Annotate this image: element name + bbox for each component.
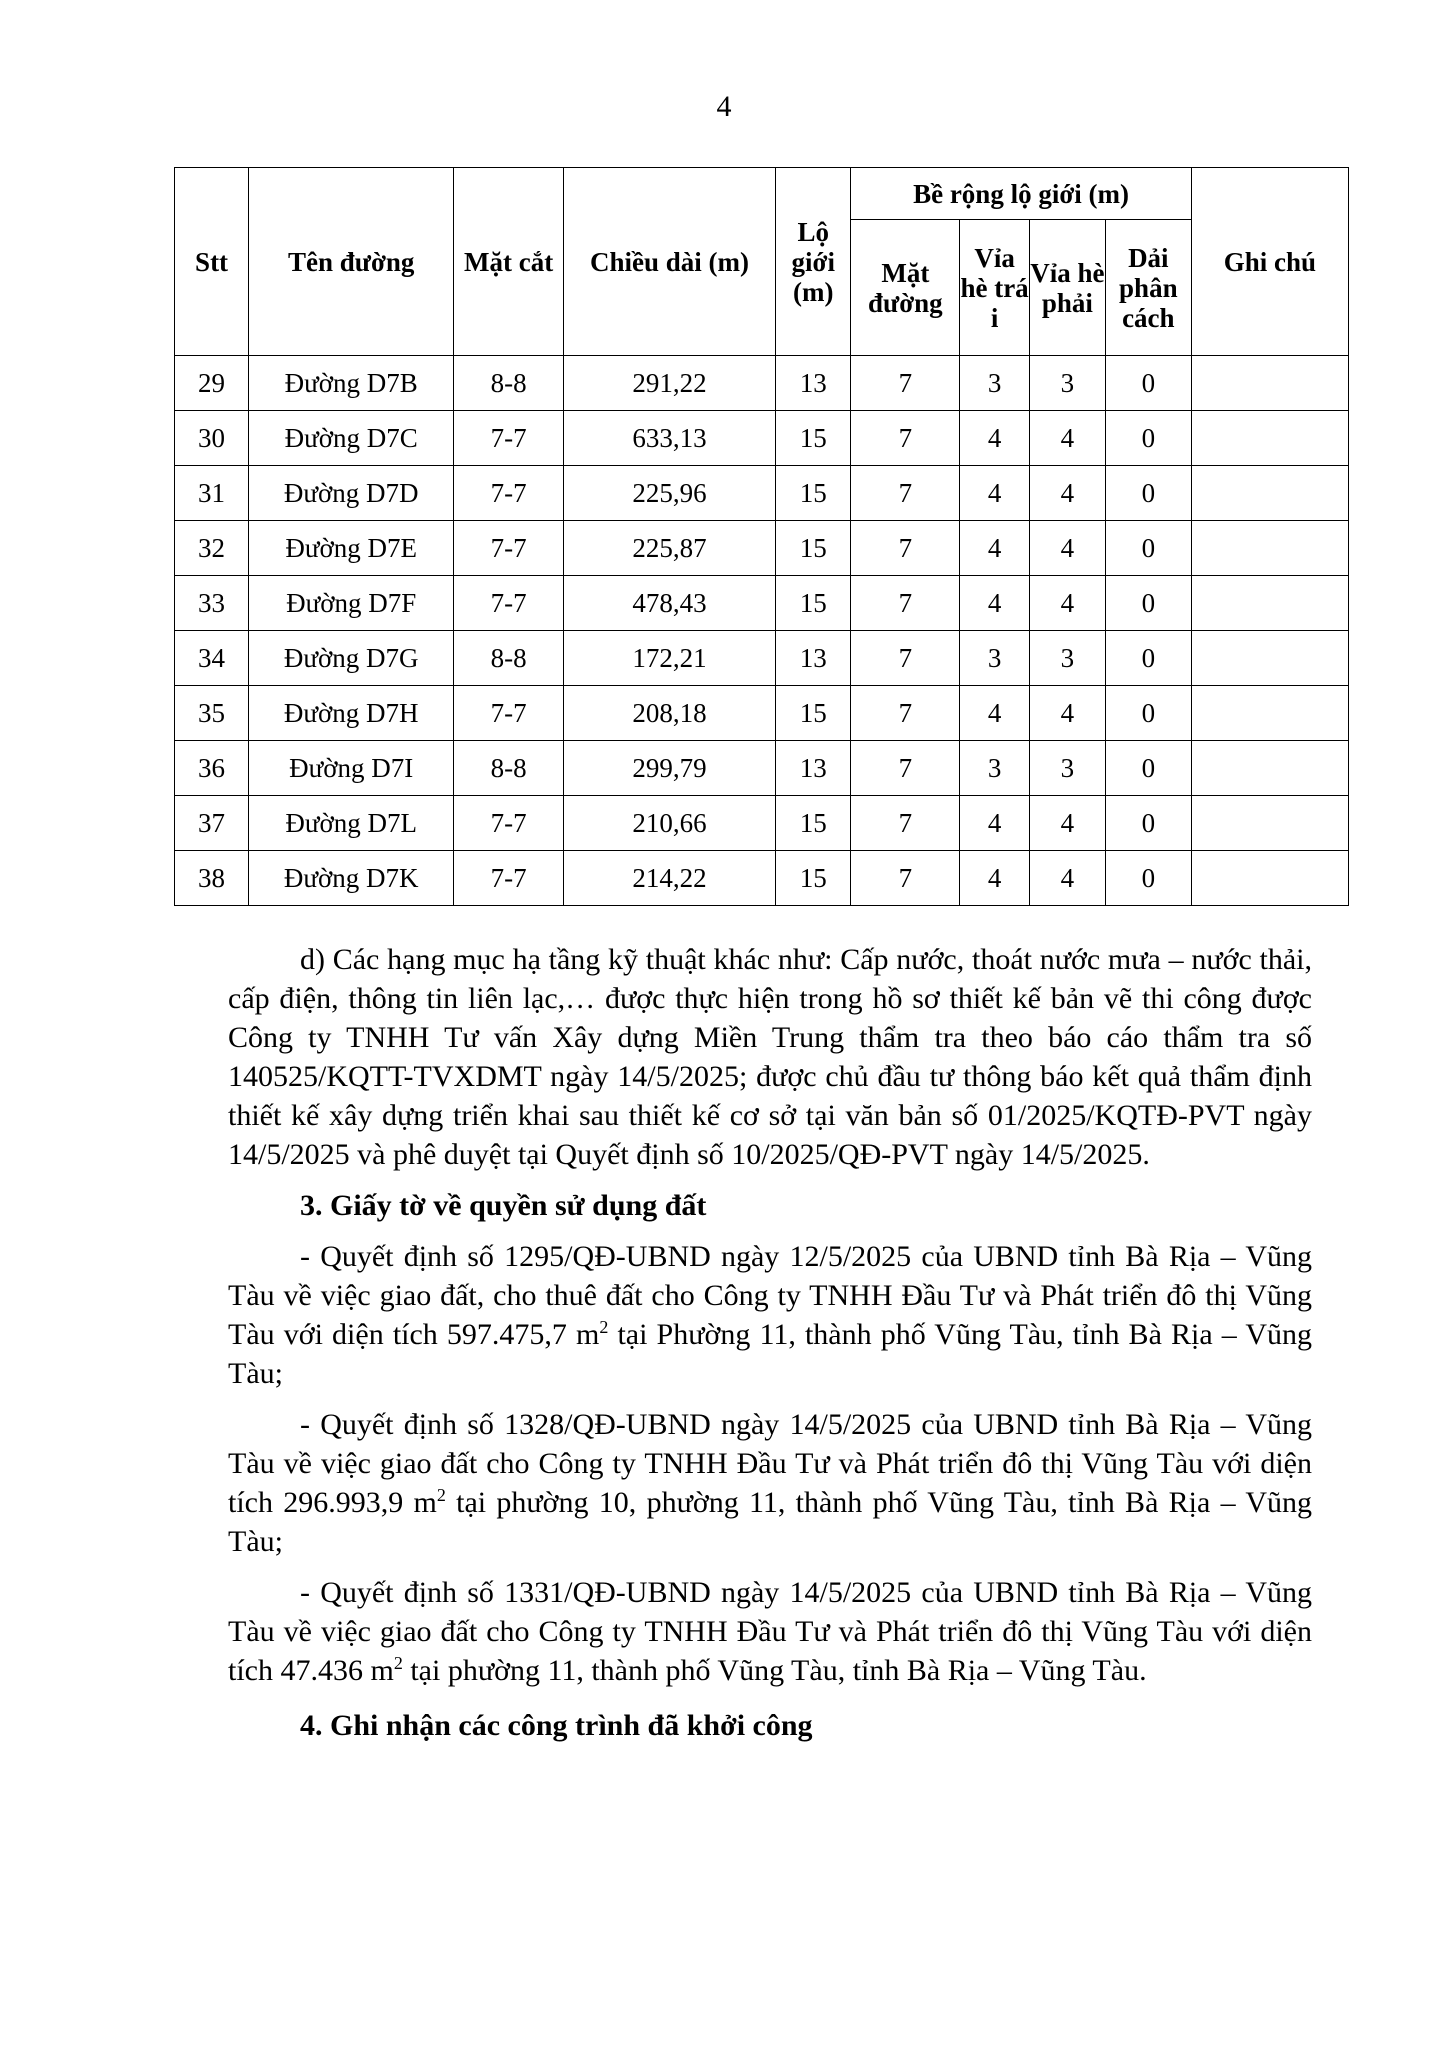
cell-mat-duong: 7	[851, 741, 960, 796]
cell-stt: 37	[175, 796, 249, 851]
cell-via-he-phai: 4	[1029, 411, 1105, 466]
cell-ghi-chu	[1191, 686, 1348, 741]
cell-ten-duong: Đường D7C	[249, 411, 454, 466]
header-lo-gioi: Lộ giới (m)	[776, 168, 851, 356]
cell-ghi-chu	[1191, 576, 1348, 631]
road-table	[174, 167, 1349, 906]
cell-lo-gioi: 15	[776, 851, 851, 906]
cell-via-he-trai: 4	[960, 466, 1030, 521]
cell-ghi-chu	[1191, 796, 1348, 851]
cell-ghi-chu	[1191, 466, 1348, 521]
table-row	[175, 521, 1349, 576]
decision-tail: tại phường 10, phường 11, thành phố Vũng Tàu, tỉnh Bà Rịa – Vũng Tàu;	[228, 1486, 1312, 1558]
cell-stt: 32	[175, 521, 249, 576]
cell-ghi-chu	[1191, 631, 1348, 686]
cell-via-he-trai: 3	[960, 741, 1030, 796]
table-body	[175, 356, 1349, 906]
cell-stt: 36	[175, 741, 249, 796]
cell-ghi-chu	[1191, 851, 1348, 906]
cell-stt: 35	[175, 686, 249, 741]
cell-mat-cat: 7-7	[454, 521, 564, 576]
cell-chieu-dai: 225,87	[563, 521, 775, 576]
cell-dai-phan-cach: 0	[1105, 686, 1191, 741]
page-number: 4	[716, 90, 732, 123]
superscript: 2	[393, 1653, 403, 1673]
cell-via-he-trai: 4	[960, 576, 1030, 631]
table-row	[175, 356, 1349, 411]
cell-via-he-phai: 3	[1029, 631, 1105, 686]
cell-mat-duong: 7	[851, 466, 960, 521]
cell-ten-duong: Đường D7E	[249, 521, 454, 576]
cell-ten-duong: Đường D7F	[249, 576, 454, 631]
body-text	[228, 940, 1312, 1745]
cell-chieu-dai: 214,22	[563, 851, 775, 906]
cell-chieu-dai: 291,22	[563, 356, 775, 411]
cell-lo-gioi: 15	[776, 796, 851, 851]
cell-dai-phan-cach: 0	[1105, 631, 1191, 686]
cell-mat-cat: 8-8	[454, 356, 564, 411]
cell-lo-gioi: 15	[776, 466, 851, 521]
cell-mat-cat: 8-8	[454, 741, 564, 796]
decision-text: - Quyết định số 1328/QĐ-UBND ngày 14/5/2025 của UBND tỉnh Bà Rịa – Vũng Tàu về việc giao đất cho Công ty TNHH Đầu Tư và Phát triển đô thị Vũng Tàu với diện tích 296.993,9 m	[228, 1408, 1312, 1519]
cell-dai-phan-cach: 0	[1105, 521, 1191, 576]
cell-ten-duong: Đường D7G	[249, 631, 454, 686]
cell-chieu-dai: 478,43	[563, 576, 775, 631]
cell-lo-gioi: 13	[776, 356, 851, 411]
header-via-he-phai: Vỉa hè phải	[1029, 220, 1105, 356]
cell-stt: 31	[175, 466, 249, 521]
decision-1331	[228, 1573, 1312, 1690]
cell-dai-phan-cach: 0	[1105, 411, 1191, 466]
cell-lo-gioi: 15	[776, 576, 851, 631]
cell-ghi-chu	[1191, 741, 1348, 796]
table-row	[175, 851, 1349, 906]
cell-mat-duong: 7	[851, 411, 960, 466]
cell-mat-duong: 7	[851, 796, 960, 851]
cell-via-he-trai: 3	[960, 631, 1030, 686]
cell-lo-gioi: 15	[776, 521, 851, 576]
heading-4: 4. Ghi nhận các công trình đã khởi công	[300, 1709, 813, 1742]
cell-lo-gioi: 13	[776, 631, 851, 686]
cell-chieu-dai: 210,66	[563, 796, 775, 851]
superscript: 2	[436, 1485, 446, 1505]
table-row	[175, 741, 1349, 796]
superscript: 2	[599, 1317, 609, 1337]
cell-dai-phan-cach: 0	[1105, 576, 1191, 631]
cell-stt: 34	[175, 631, 249, 686]
cell-ten-duong: Đường D7B	[249, 356, 454, 411]
table-row	[175, 796, 1349, 851]
cell-dai-phan-cach: 0	[1105, 356, 1191, 411]
cell-via-he-trai: 4	[960, 686, 1030, 741]
header-ten-duong: Tên đường	[249, 168, 454, 356]
cell-via-he-phai: 4	[1029, 796, 1105, 851]
cell-mat-cat: 8-8	[454, 631, 564, 686]
cell-chieu-dai: 208,18	[563, 686, 775, 741]
cell-mat-duong: 7	[851, 356, 960, 411]
table-row	[175, 631, 1349, 686]
cell-via-he-trai: 4	[960, 851, 1030, 906]
decision-1295	[228, 1237, 1312, 1393]
cell-ten-duong: Đường D7D	[249, 466, 454, 521]
cell-via-he-phai: 4	[1029, 521, 1105, 576]
cell-ghi-chu	[1191, 521, 1348, 576]
heading-3: 3. Giấy tờ về quyền sử dụng đất	[300, 1189, 707, 1222]
cell-ten-duong: Đường D7L	[249, 796, 454, 851]
header-via-he-trai: Vỉa hè trá i	[960, 220, 1030, 356]
cell-dai-phan-cach: 0	[1105, 851, 1191, 906]
cell-stt: 30	[175, 411, 249, 466]
cell-chieu-dai: 225,96	[563, 466, 775, 521]
cell-lo-gioi: 15	[776, 686, 851, 741]
cell-mat-cat: 7-7	[454, 796, 564, 851]
header-mat-duong: Mặt đường	[851, 220, 960, 356]
cell-mat-cat: 7-7	[454, 466, 564, 521]
cell-mat-duong: 7	[851, 631, 960, 686]
cell-mat-duong: 7	[851, 576, 960, 631]
header-chieu-dai: Chiều dài (m)	[563, 168, 775, 356]
cell-ten-duong: Đường D7H	[249, 686, 454, 741]
cell-dai-phan-cach: 0	[1105, 796, 1191, 851]
cell-mat-cat: 7-7	[454, 851, 564, 906]
cell-via-he-trai: 3	[960, 356, 1030, 411]
table-row	[175, 466, 1349, 521]
cell-ghi-chu	[1191, 411, 1348, 466]
cell-via-he-phai: 3	[1029, 741, 1105, 796]
header-stt: Stt	[175, 168, 249, 356]
cell-via-he-trai: 4	[960, 521, 1030, 576]
cell-mat-duong: 7	[851, 686, 960, 741]
table-row	[175, 686, 1349, 741]
cell-via-he-trai: 4	[960, 411, 1030, 466]
cell-chieu-dai: 172,21	[563, 631, 775, 686]
cell-stt: 33	[175, 576, 249, 631]
decision-text: - Quyết định số 1331/QĐ-UBND ngày 14/5/2025 của UBND tỉnh Bà Rịa – Vũng Tàu về việc giao đất cho Công ty TNHH Đầu Tư và Phát triển đô thị Vũng Tàu với diện tích 47.436 m	[228, 1576, 1312, 1687]
header-be-rong: Bề rộng lộ giới (m)	[851, 168, 1191, 220]
cell-dai-phan-cach: 0	[1105, 741, 1191, 796]
cell-stt: 38	[175, 851, 249, 906]
decision-tail: tại Phường 11, thành phố Vũng Tàu, tỉnh Bà Rịa – Vũng Tàu;	[228, 1318, 1312, 1390]
cell-via-he-phai: 3	[1029, 356, 1105, 411]
decision-1328	[228, 1405, 1312, 1561]
cell-ten-duong: Đường D7I	[249, 741, 454, 796]
decision-text: - Quyết định số 1295/QĐ-UBND ngày 12/5/2025 của UBND tỉnh Bà Rịa – Vũng Tàu về việc giao đất, cho thuê đất cho Công ty TNHH Đầu Tư và Phát triển đô thị Vũng Tàu với diện tích 597.475,7 m	[228, 1240, 1312, 1351]
paragraph-d: d) Các hạng mục hạ tầng kỹ thuật khác như: Cấp nước, thoát nước mưa – nước thải, cấp điện, thông tin liên lạc,… được thực hiện trong hồ sơ thiết kế bản vẽ thi công được Công ty TNHH Tư vấn Xây dựng Miền Trung thẩm tra theo báo cáo thẩm tra số 140525/KQTT-TVXDMT ngày 14/5/2025; được chủ đầu tư thông báo kết quả thẩm định thiết kế xây dựng triển khai sau thiết kế cơ sở tại văn bản số 01/2025/KQTĐ-PVT ngày 14/5/2025 và phê duyệt tại Quyết định số 10/2025/QĐ-PVT ngày 14/5/2025.	[228, 943, 1312, 1171]
cell-chieu-dai: 633,13	[563, 411, 775, 466]
cell-lo-gioi: 13	[776, 741, 851, 796]
decision-tail: tại phường 11, thành phố Vũng Tàu, tỉnh Bà Rịa – Vũng Tàu.	[402, 1654, 1147, 1687]
header-ghi-chu: Ghi chú	[1191, 168, 1348, 356]
cell-chieu-dai: 299,79	[563, 741, 775, 796]
table-row	[175, 411, 1349, 466]
cell-dai-phan-cach: 0	[1105, 466, 1191, 521]
cell-mat-cat: 7-7	[454, 686, 564, 741]
cell-mat-duong: 7	[851, 521, 960, 576]
cell-via-he-phai: 4	[1029, 851, 1105, 906]
cell-mat-duong: 7	[851, 851, 960, 906]
header-mat-cat: Mặt cắt	[454, 168, 564, 356]
cell-via-he-phai: 4	[1029, 576, 1105, 631]
cell-mat-cat: 7-7	[454, 411, 564, 466]
header-dai-phan-cach: Dải phân cách	[1105, 220, 1191, 356]
cell-ghi-chu	[1191, 356, 1348, 411]
cell-ten-duong: Đường D7K	[249, 851, 454, 906]
cell-via-he-phai: 4	[1029, 686, 1105, 741]
cell-via-he-trai: 4	[960, 796, 1030, 851]
cell-mat-cat: 7-7	[454, 576, 564, 631]
cell-stt: 29	[175, 356, 249, 411]
cell-lo-gioi: 15	[776, 411, 851, 466]
table-row	[175, 576, 1349, 631]
cell-via-he-phai: 4	[1029, 466, 1105, 521]
